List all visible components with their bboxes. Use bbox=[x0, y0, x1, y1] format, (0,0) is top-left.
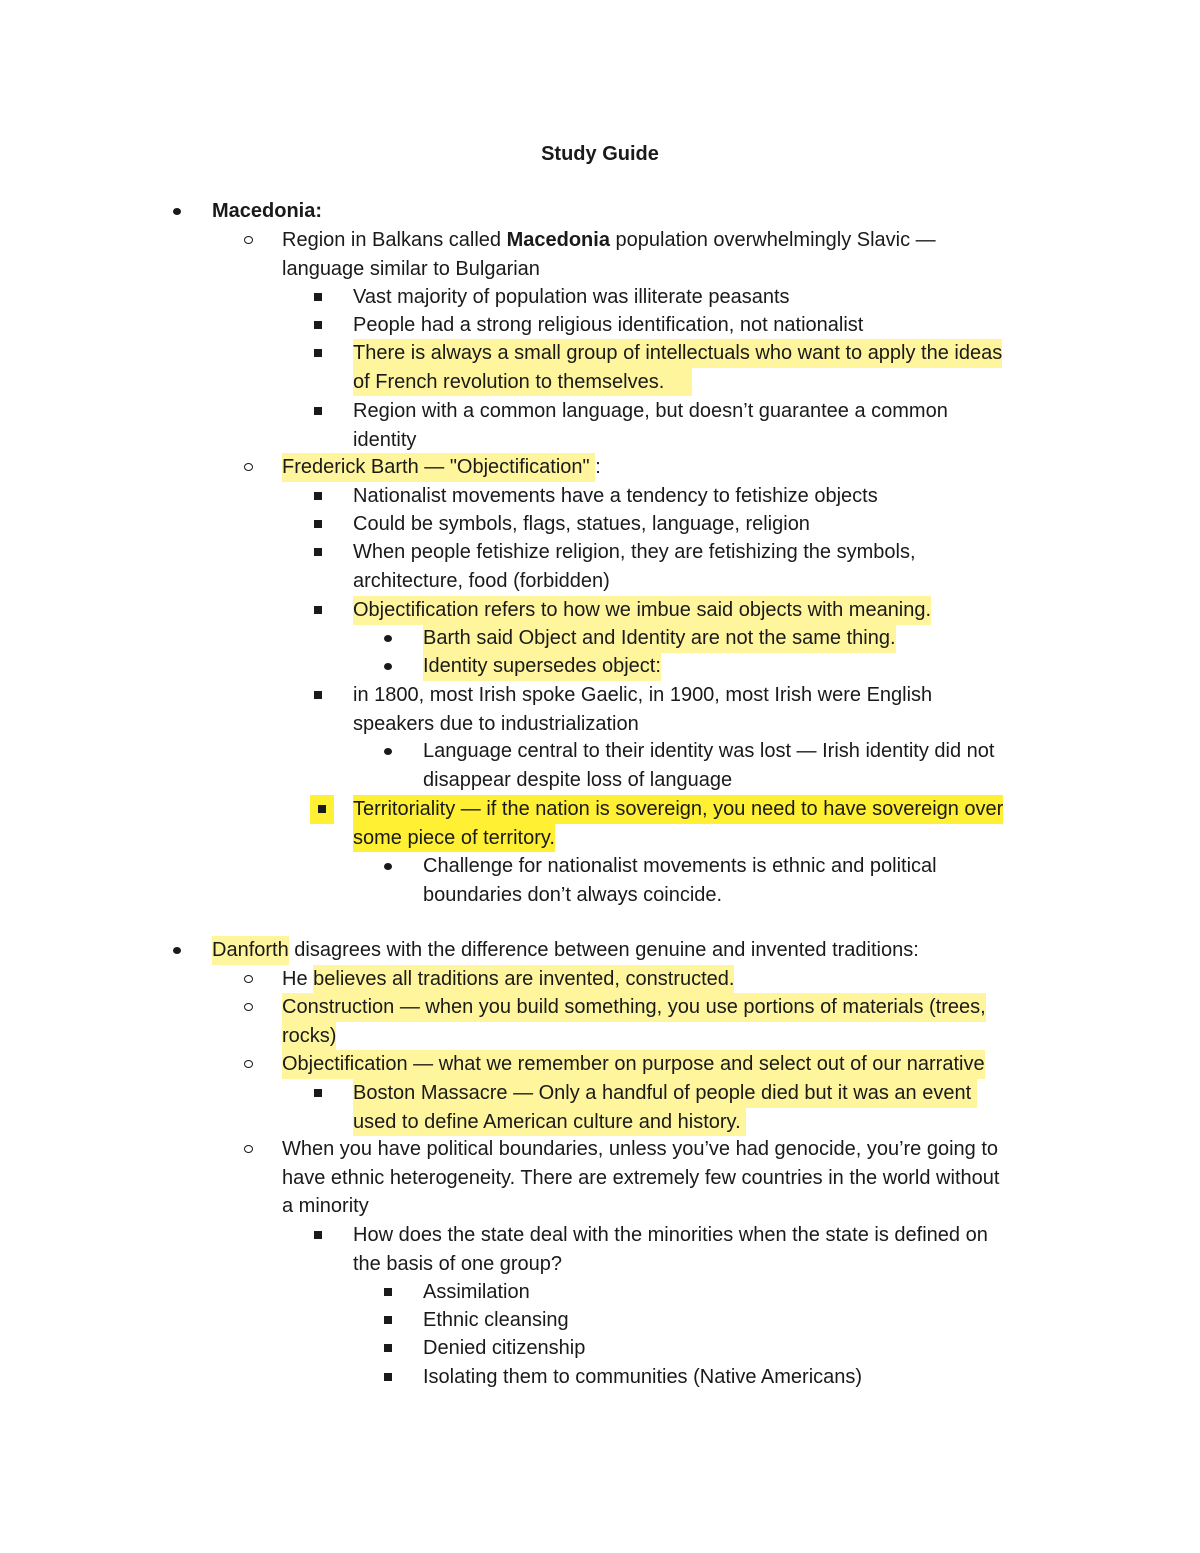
outline-line bbox=[353, 538, 916, 567]
page-title: Study Guide bbox=[541, 143, 659, 165]
text-segment: : bbox=[595, 456, 601, 478]
text-segment: architecture, food (forbidden) bbox=[353, 569, 610, 592]
highlighted-text: of French revolution to themselves. bbox=[353, 368, 692, 397]
outline-line bbox=[423, 766, 732, 795]
outline-line bbox=[282, 1192, 369, 1221]
highlighted-text: Territoriality — if the nation is sovereign, you need to have sovereign over bbox=[353, 795, 1003, 824]
text-segment: speakers due to industrialization bbox=[353, 712, 639, 735]
outline-line bbox=[423, 1278, 530, 1307]
outline-line bbox=[282, 1050, 985, 1079]
highlighted-text: Danforth bbox=[212, 936, 289, 965]
outline-line bbox=[212, 197, 322, 226]
outline-line bbox=[423, 852, 937, 881]
text-segment: boundaries don’t always coincide. bbox=[423, 883, 723, 906]
highlighted-text: Construction — when you build something, you use portions of materials (trees, bbox=[282, 993, 986, 1022]
highlighted-text: believes all traditions are invented, constructed. bbox=[313, 965, 734, 994]
bullet-dot-icon bbox=[170, 936, 184, 965]
outline-line bbox=[353, 482, 878, 511]
bullet-dot-icon bbox=[381, 652, 395, 681]
bullet-circle-icon bbox=[241, 453, 255, 482]
outline-line bbox=[353, 1221, 988, 1250]
outline-line bbox=[282, 965, 734, 994]
bullet-circle-icon bbox=[241, 226, 255, 255]
text-segment: Macedonia: bbox=[212, 200, 323, 222]
highlighted-text: rocks) bbox=[282, 1022, 336, 1051]
bullet-square-icon bbox=[311, 510, 325, 539]
text-segment: language similar to Bulgarian bbox=[282, 257, 540, 280]
bullet-square-icon bbox=[311, 397, 325, 426]
text-segment: Isolating them to communities (Native Americans) bbox=[423, 1366, 863, 1388]
outline-line bbox=[282, 255, 540, 284]
text-segment: a minority bbox=[282, 1195, 369, 1217]
outline-line bbox=[212, 936, 919, 965]
highlighted-text: Objectification refers to how we imbue said objects with meaning. bbox=[353, 596, 931, 625]
outline-line bbox=[423, 1334, 585, 1363]
text-segment: population overwhelmingly Slavic — bbox=[609, 229, 936, 251]
outline-line bbox=[353, 510, 810, 539]
outline-line bbox=[282, 993, 986, 1022]
bullet-square-icon bbox=[311, 311, 325, 340]
outline-line bbox=[353, 1250, 562, 1279]
bullet-circle-icon bbox=[241, 1050, 255, 1079]
outline-line bbox=[282, 453, 601, 482]
text-segment: Vast majority of population was illiterate peasants bbox=[353, 286, 790, 308]
outline-line bbox=[353, 710, 639, 739]
outline-line bbox=[353, 596, 931, 625]
bullet-circle-icon bbox=[241, 993, 255, 1022]
text-segment: disappear despite loss of language bbox=[423, 768, 733, 791]
bullet-square-icon bbox=[310, 795, 334, 824]
bullet-dot-icon bbox=[381, 737, 395, 766]
bullet-square-icon bbox=[311, 596, 325, 625]
text-segment: When you have political boundaries, unless you’ve had genocide, you’re going to bbox=[282, 1138, 999, 1160]
outline-line bbox=[282, 226, 936, 255]
outline-line bbox=[423, 737, 994, 766]
highlighted-text: Identity supersedes object: bbox=[423, 652, 661, 681]
text-segment: the basis of one group? bbox=[353, 1252, 563, 1275]
bullet-dot-icon bbox=[381, 852, 395, 881]
text-segment: disagrees with the difference between genuine and invented traditions: bbox=[288, 939, 919, 961]
outline-line bbox=[353, 681, 932, 710]
outline-line bbox=[353, 368, 692, 397]
text-segment: Assimilation bbox=[423, 1281, 530, 1303]
highlighted-text: some piece of territory. bbox=[353, 824, 555, 853]
bullet-square-icon bbox=[381, 1334, 395, 1363]
highlighted-text: Boston Massacre — Only a handful of people died but it was an event bbox=[353, 1079, 977, 1108]
outline-line bbox=[353, 339, 1002, 368]
text-segment: How does the state deal with the minorities when the state is defined on bbox=[353, 1224, 988, 1246]
outline-line bbox=[282, 1164, 999, 1193]
text-segment: Denied citizenship bbox=[423, 1337, 586, 1359]
text-segment: Language central to their identity was lost — Irish identity did not bbox=[423, 740, 995, 762]
text-segment: When people fetishize religion, they are fetishizing the symbols, bbox=[353, 541, 916, 563]
text-segment: Challenge for nationalist movements is ethnic and political bbox=[423, 855, 937, 877]
bullet-square-icon bbox=[311, 482, 325, 511]
outline-line bbox=[423, 1363, 862, 1392]
bullet-square-icon bbox=[311, 1221, 325, 1250]
outline-line bbox=[353, 567, 610, 596]
outline-line bbox=[353, 1079, 977, 1108]
outline-line bbox=[353, 426, 416, 455]
outline-line bbox=[353, 795, 1003, 824]
bullet-circle-icon bbox=[241, 965, 255, 994]
outline-line bbox=[423, 1306, 569, 1335]
text-segment: People had a strong religious identification, not nationalist bbox=[353, 314, 864, 336]
bullet-square-icon bbox=[311, 681, 325, 710]
outline-line bbox=[423, 881, 722, 910]
bullet-square-icon bbox=[311, 283, 325, 312]
bullet-square-icon bbox=[381, 1363, 395, 1392]
bullet-dot-icon bbox=[170, 197, 184, 226]
outline-line bbox=[423, 624, 896, 653]
highlighted-text: Barth said Object and Identity are not the same thing. bbox=[423, 624, 896, 653]
highlighted-text: Objectification — what we remember on purpose and select out of our narrative bbox=[282, 1050, 985, 1079]
bullet-circle-icon bbox=[241, 1135, 255, 1164]
text-segment: have ethnic heterogeneity. There are extremely few countries in the world without bbox=[282, 1166, 1000, 1189]
bullet-square-icon bbox=[381, 1306, 395, 1335]
bullet-square-icon bbox=[381, 1278, 395, 1307]
text-segment: Nationalist movements have a tendency to fetishize objects bbox=[353, 485, 878, 507]
outline-line bbox=[353, 397, 948, 426]
highlighted-text: Frederick Barth — "Objectification" bbox=[282, 453, 595, 482]
outline-line bbox=[353, 311, 863, 340]
outline-line bbox=[282, 1135, 998, 1164]
bullet-square-icon bbox=[311, 339, 325, 368]
outline-line bbox=[353, 824, 555, 853]
outline-line bbox=[282, 1022, 336, 1051]
outline-line bbox=[353, 283, 790, 312]
text-segment: Macedonia bbox=[506, 229, 610, 251]
bullet-square-icon bbox=[311, 1079, 325, 1108]
text-segment: in 1800, most Irish spoke Gaelic, in 1900, most Irish were English bbox=[353, 684, 933, 706]
outline-line bbox=[353, 1108, 746, 1137]
text-segment: Region in Balkans called bbox=[282, 229, 507, 251]
highlighted-text: used to define American culture and history. bbox=[353, 1108, 746, 1137]
text-segment: Could be symbols, flags, statues, language, religion bbox=[353, 513, 810, 535]
outline-line bbox=[423, 652, 661, 681]
text-segment: He bbox=[282, 968, 314, 990]
text-segment: Region with a common language, but doesn’t guarantee a common bbox=[353, 400, 948, 422]
text-segment: Ethnic cleansing bbox=[423, 1309, 569, 1331]
bullet-dot-icon bbox=[381, 624, 395, 653]
bullet-square-icon bbox=[311, 538, 325, 567]
text-segment: identity bbox=[353, 428, 417, 451]
highlighted-text: There is always a small group of intellectuals who want to apply the ideas bbox=[353, 339, 1002, 368]
